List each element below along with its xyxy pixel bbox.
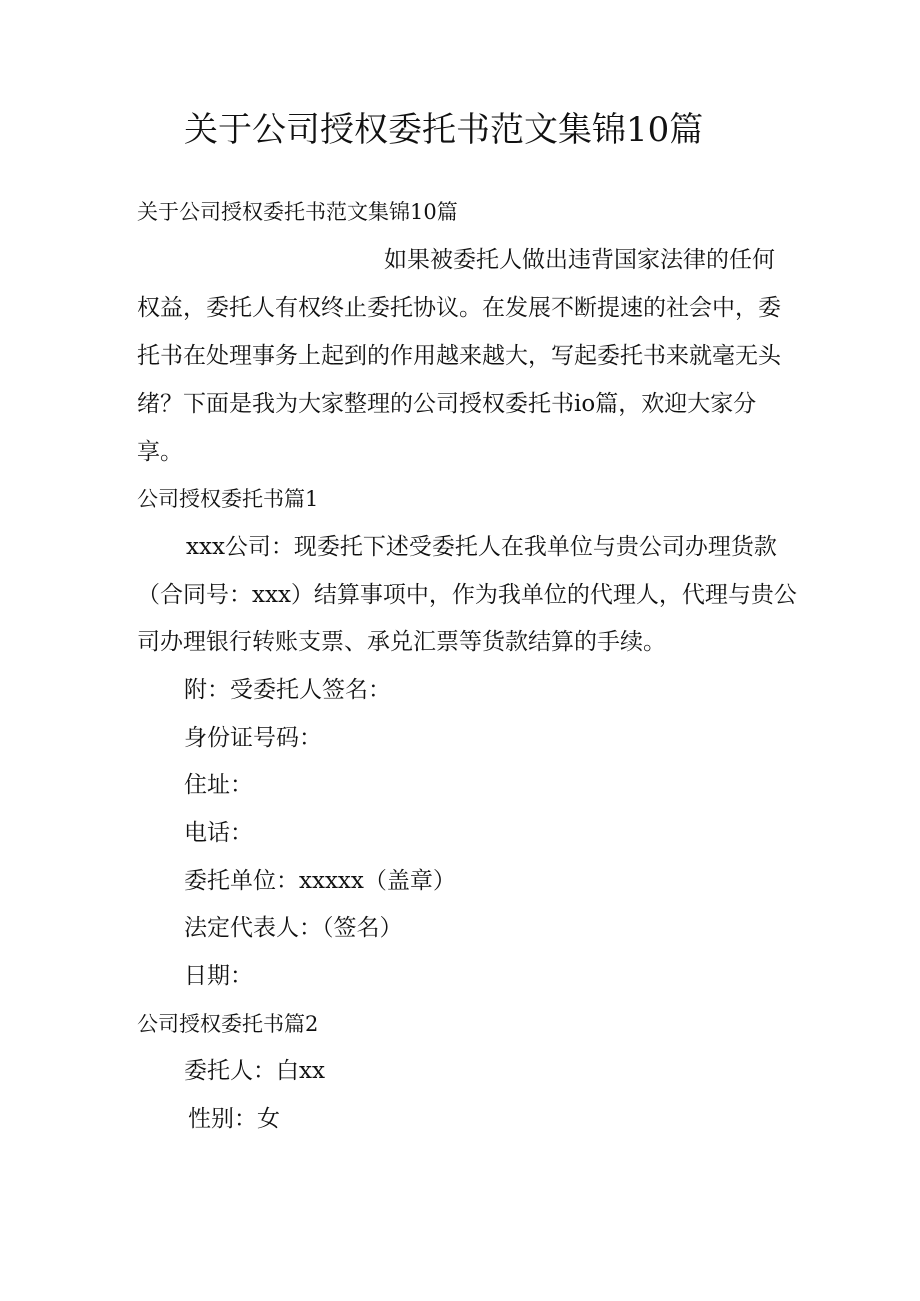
intro-line-3: 托书在处理事务上起到的作用越来越大，写起委托书来就毫无头: [137, 343, 781, 369]
intro-line-5: 享。: [137, 439, 183, 465]
field-gender: 性别：女: [188, 1106, 280, 1132]
intro-line-4: 绪？下面是我为大家整理的公司授权委托书io篇，欢迎大家分: [137, 391, 757, 417]
field-phone: 电话：: [184, 820, 253, 846]
field-id-number: 身份证号码：: [184, 725, 322, 751]
intro-line-2: 权益，委托人有权终止委托协议。在发展不断提速的社会中，委: [137, 295, 781, 321]
section-1-body-line-2: （合同号：xxx）结算事项中，作为我单位的代理人，代理与贵公: [137, 582, 797, 608]
section-1-body-line-1: xxx公司：现委托下述受委托人在我单位与贵公司办理货款: [186, 534, 777, 560]
field-attached-signature: 附：受委托人签名：: [184, 677, 391, 703]
document-subtitle: 关于公司授权委托书范文集锦10篇: [137, 200, 458, 224]
intro-line-1: 如果被委托人做出违背国家法律的任何: [384, 247, 775, 273]
section-1-heading: 公司授权委托书篇1: [137, 487, 319, 511]
field-principal: 委托人：白xx: [184, 1058, 325, 1084]
field-address: 住址：: [184, 772, 253, 798]
field-date: 日期：: [184, 963, 253, 989]
field-legal-representative: 法定代表人：（签名）: [184, 915, 403, 941]
section-1-body-line-3: 司办理银行转账支票、承兑汇票等货款结算的手续。: [137, 629, 666, 655]
field-entrusting-unit: 委托单位：xxxxx（盖章）: [184, 868, 456, 894]
document-title: 关于公司授权委托书范文集锦10篇: [184, 110, 704, 150]
section-2-heading: 公司授权委托书篇2: [137, 1012, 319, 1036]
